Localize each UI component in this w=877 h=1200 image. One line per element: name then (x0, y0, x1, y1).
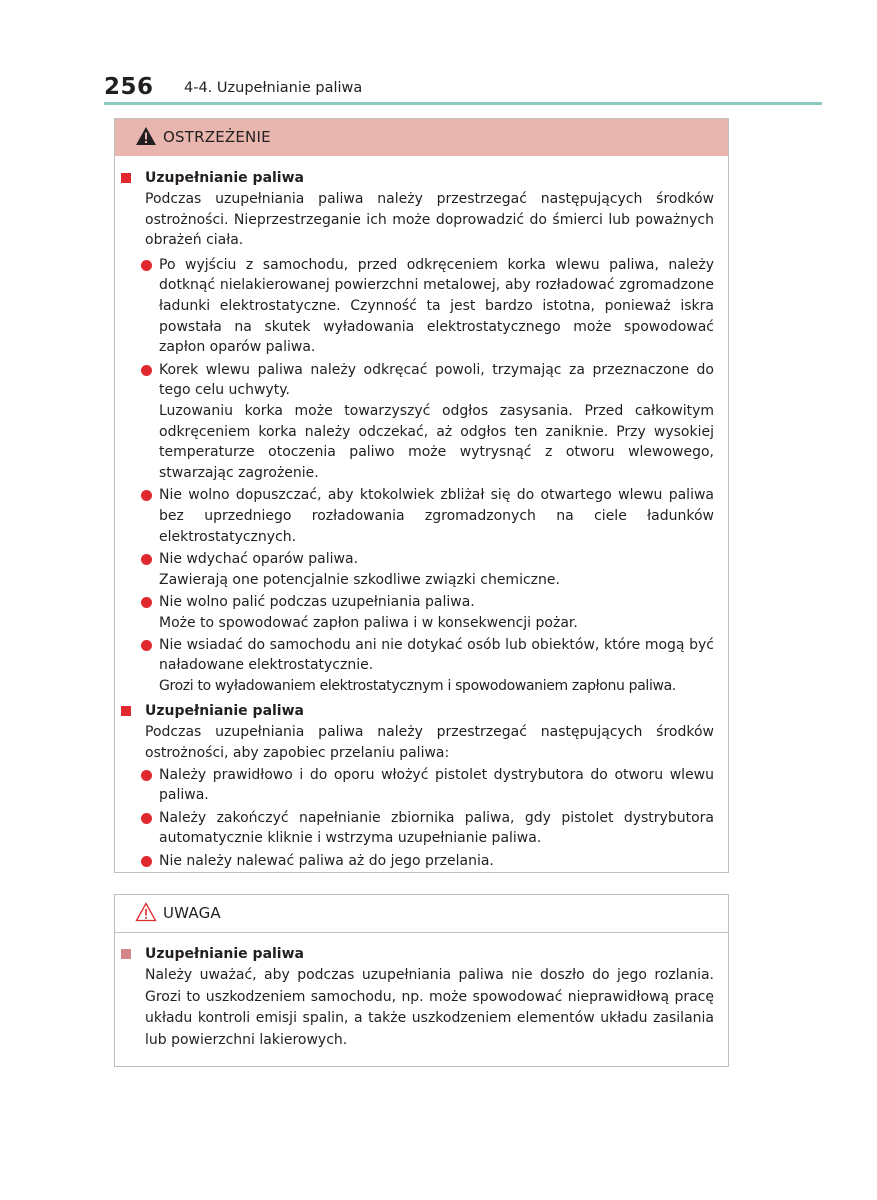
list-item: Po wyjściu z samochodu, przed odkręceniem korka wlewu paliwa, należy dotknąć nielakierowanej powierzchni metalowej, aby rozładować zgromadzone ładunki elektrostatyczne. Czynność ta jest bardzo istotna, ponieważ iskra powstała na skutek wyładowania elektrostatycznego może spowodować zapłon oparów paliwa. (159, 255, 714, 359)
subsection-title: Uzupełnianie paliwa (121, 167, 728, 189)
list-item: Nie należy nalewać paliwa aż do jego przelania. (159, 851, 714, 872)
warning-triangle-icon (135, 126, 157, 146)
paragraph: Należy uważać, aby podczas uzupełniania paliwa nie doszło do jego rozlania. Grozi to uszkodzeniem samochodu, np. może spowodować nieprawidłową pracę układu kontroli emisji spalin, a także uszkodzeniem elementów układu zasilania lub powierzchni lakierowych. (145, 967, 714, 1048)
caution-label: UWAGA (163, 904, 221, 922)
section-title: 4-4. Uzupełnianie paliwa (184, 80, 363, 96)
warning-box (114, 118, 729, 873)
warning-label: OSTRZEŻENIE (163, 128, 271, 146)
bullet-icon (141, 770, 152, 781)
caution-box (114, 894, 729, 1067)
subsection-title: Uzupełnianie paliwa (121, 943, 728, 965)
bullet-icon (141, 554, 152, 565)
bullet-icon (141, 260, 152, 271)
paragraph: Podczas uzupełniania paliwa należy przestrzegać następujących środków ostrożności. Nieprzestrzeganie ich może doprowadzić do śmierci lub poważnych obrażeń ciała. (145, 191, 714, 249)
list-item: Nie wolno palić podczas uzupełniania paliwa. Może to spowodować zapłon paliwa i w konsekwencji pożar. (159, 592, 714, 633)
header-rule (104, 102, 822, 105)
list-item: Nie wolno dopuszczać, aby ktokolwiek zbliżał się do otwartego wlewu paliwa bez uprzedniego rozładowania zgromadzonych na ciele ładunków elektrostatycznych. (159, 485, 714, 547)
caution-content (115, 943, 728, 1051)
list-item: Należy prawidłowo i do oporu włożyć pistolet dystrybutora do otworu wlewu paliwa. (159, 765, 714, 806)
warning-content (115, 167, 728, 871)
caution-header (115, 895, 728, 932)
caution-divider (115, 932, 728, 933)
paragraph: Podczas uzupełniania paliwa należy przestrzegać następujących środków ostrożności, aby zapobiec przelaniu paliwa: (145, 723, 714, 761)
warning-header (115, 119, 728, 156)
square-bullet-icon (121, 949, 131, 959)
page-header (104, 72, 822, 104)
square-bullet-icon (121, 706, 131, 716)
bullet-icon (141, 856, 152, 867)
subsection-title: Uzupełnianie paliwa (121, 700, 728, 722)
bullet-icon (141, 640, 152, 651)
bullet-icon (141, 813, 152, 824)
square-bullet-icon (121, 173, 131, 183)
list-item: Nie wdychać oparów paliwa. Zawierają one potencjalnie szkodliwe związki chemiczne. (159, 549, 714, 590)
caution-triangle-icon (135, 902, 157, 922)
page-number: 256 (104, 74, 154, 100)
bullet-icon (141, 365, 152, 376)
list-item: Należy zakończyć napełnianie zbiornika paliwa, gdy pistolet dystrybutora automatycznie kliknie i wstrzyma uzupełnianie paliwa. (159, 808, 714, 849)
list-item: Korek wlewu paliwa należy odkręcać powoli, trzymając za przeznaczone do tego celu uchwyty. Luzowaniu korka może towarzyszyć odgłos zasysania. Przed całkowitym odkręceniem korka należy odczekać, aż odgłos ten zaniknie. Przy wysokiej temperaturze otoczenia paliwo może wytrysnąć z otworu wlewowego, stwarzając zagrożenie. (159, 360, 714, 484)
bullet-icon (141, 597, 152, 608)
bullet-icon (141, 490, 152, 501)
list-item: Nie wsiadać do samochodu ani nie dotykać osób lub obiektów, które mogą być naładowane elektrostatycznie. Grozi to wyładowaniem elektrostatycznym i spowodowaniem zapłonu paliwa. (159, 635, 714, 697)
